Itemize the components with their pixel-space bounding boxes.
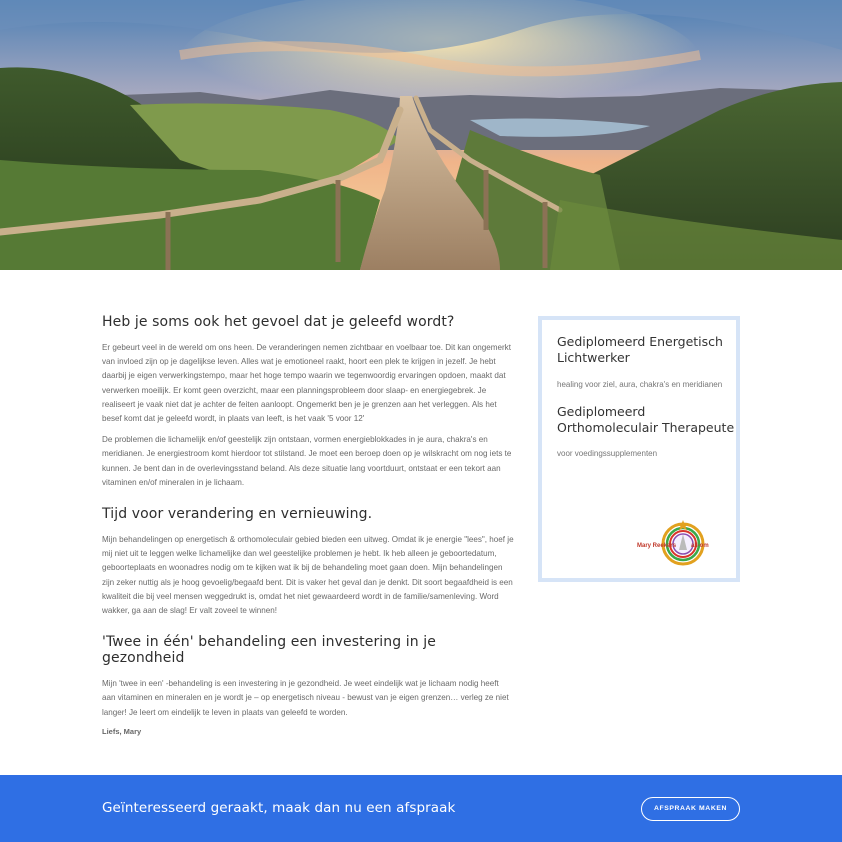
main-content xyxy=(102,314,514,736)
logo-text: Mary Reekers xyxy=(637,543,677,549)
paragraph: De problemen die lichamelijk en/of geestelijk zijn ontstaan, vormen energieblokkades in je aura, chakra's en meridianen. Je energiestroom komt hierdoor tot stilstand. Je moet een beroep doen op je wilskracht om nog iets te kunnen. Je bent dan in de overlevingsstand beland. Als deze situatie lang voortduurt, ontstaat er een tekort aan vitaminen en/of mineralen in je lichaam. xyxy=(102,435,512,487)
logo-text: all-om xyxy=(691,543,709,549)
paragraph: Mijn 'twee in een' -behandeling is een investering in je gezondheid. Je weet eindelijk wat je lichaam nodig heeft aan vitaminen en mineralen en je wordt je – op energetisch niveau - bewust van je eigen grenzen… verleg ze niet langer! Je leert om eindelijk te leven in plaats van geleefd te worden. xyxy=(102,679,509,717)
sidebar-title: Gediplomeerd Orthomoleculair Therapeute xyxy=(557,404,735,435)
cta-text: Geïnteresseerd geraakt, maak dan nu een afspraak xyxy=(102,800,456,816)
section-heading: Tijd voor verandering en vernieuwing. xyxy=(102,506,373,523)
sidebar-subtitle: healing voor ziel, aura, chakra's en meridianen xyxy=(557,380,723,389)
section-heading: 'Twee in één' behandeling een investering in je gezondheid xyxy=(102,634,437,667)
appointment-button[interactable]: AFSPRAAK MAKEN xyxy=(641,797,740,821)
brand-logo xyxy=(637,518,709,570)
sidebar-subtitle: voor voedingssupplementen xyxy=(557,449,658,458)
sidebar-title: Gediplomeerd Energetisch Lichtwerker xyxy=(557,334,723,365)
sidebar-card xyxy=(538,316,740,582)
hero-image xyxy=(0,0,842,270)
paragraph: Mijn behandelingen op energetisch & orthomoleculair gebied bieden een uitweg. Omdat ik je energie "lees", hoef je mij niet uit te leggen welke lichamelijke dan wel geestelijke problemen je hebt. Ik heb alleen je geboortedatum, geboorteplaats en woonadres nodig om te kijken wat ik bij de behandeling moet gaan doen. Mijn behandelingen zijn zeker nuttig als je hoog gevoelig/begaafd bent. Dit is vaker het geval dan je denkt. Dit soort begaafdheid is een kwaliteit die bij veel mensen weggedrukt is, omdat het niet gewaardeerd wordt in de familie/samenleving. Word wakker, ga aan de slag! Er valt zoveel te winnen! xyxy=(102,535,514,616)
section-heading: Heb je soms ook het gevoel dat je geleefd wordt? xyxy=(102,314,455,330)
cta-bar xyxy=(0,775,842,842)
signature: Liefs, Mary xyxy=(102,726,142,736)
paragraph: Er gebeurt veel in de wereld om ons heen. De veranderingen nemen zichtbaar en voelbaar toe. Dit kan ongemerkt van invloed zijn op je dagelijkse leven. Alles wat je emotioneel raakt, hoort een plek te krijgen in jezelf. Je hebt daarbij je eigen verwerkingstempo, maar het hoge tempo waarin we tegenwoordig ervaringen opdoen, maakt dat verwerken moeilijk. Er komt geen overzicht, maar een planningsprobleem door slaap- en energiegebrek. Je realiseert je vaak niet dat je achter de feiten aanloopt. Ongemerkt ben je je grenzen aan het verleggen. Als het besef komt dat je geleefd wordt, in plaats van leeft, is het vaak '5 voor 12' xyxy=(102,343,511,424)
